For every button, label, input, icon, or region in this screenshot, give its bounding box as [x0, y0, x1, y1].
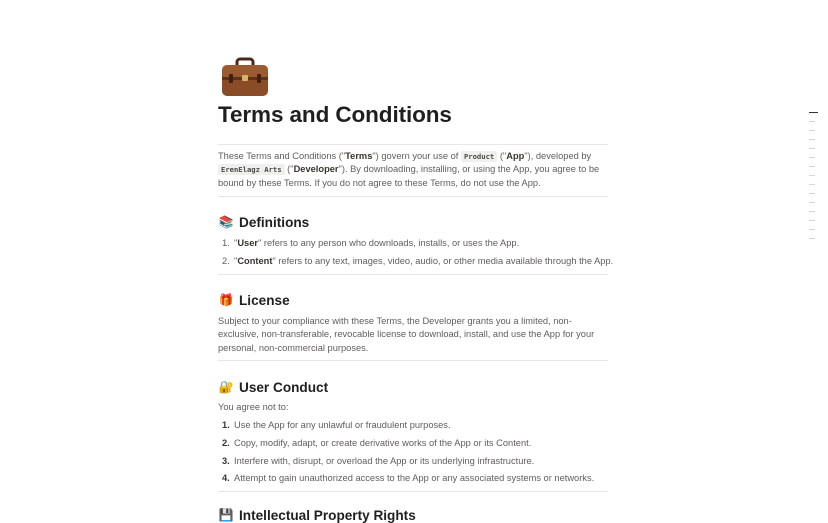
list-item: 2. "Content" refers to any text, images, video, audio, or other media available through the App.	[222, 255, 614, 266]
user-conduct-list	[218, 419, 608, 486]
toc-marker[interactable]	[809, 139, 815, 140]
user-conduct-heading: 🔐 User Conduct	[218, 380, 329, 395]
toc-marker[interactable]	[809, 121, 815, 122]
briefcase-icon	[220, 56, 270, 98]
toc-marker[interactable]	[809, 175, 815, 176]
gift-icon: 🎁	[218, 293, 234, 307]
license-paragraph: Subject to your compliance with these Terms, the Developer grants you a limited, non-exclusive, non-transferable, revocable license to download, install, and use the App for your personal, non-commercial purposes.	[218, 316, 595, 353]
product-code: Product	[461, 151, 497, 162]
lock-key-icon: 🔐	[218, 380, 234, 394]
list-item: 1. Use the App for any unlawful or fraudulent purposes.	[222, 420, 451, 430]
table-of-contents-indicator[interactable]	[809, 112, 818, 247]
books-icon: 📚	[218, 215, 234, 229]
list-item: 2. Copy, modify, adapt, or create derivative works of the App or its Content.	[222, 437, 532, 448]
toc-marker[interactable]	[809, 220, 815, 221]
toc-marker[interactable]	[809, 202, 815, 203]
intro-paragraph: These Terms and Conditions ("Terms") govern your use of Product ("App"), developed by ErenElagz Arts ("Developer"). By downloading, installing, or using the App, you agree to be bound by these Terms. If you do not agree to these Terms, do not use the App.	[218, 151, 600, 188]
terms-term: Terms	[345, 151, 373, 161]
user-conduct-lead: You agree not to:	[218, 402, 289, 412]
toc-marker[interactable]	[809, 229, 815, 230]
toc-marker[interactable]	[809, 184, 815, 185]
list-item: 4. Attempt to gain unauthorized access to the App or any associated systems or networks.	[222, 473, 595, 484]
toc-marker[interactable]	[809, 157, 815, 158]
intellectual-property-heading: 💾 Intellectual Property Rights	[218, 508, 416, 523]
definitions-heading: 📚 Definitions	[218, 215, 310, 230]
developer-code: ErenElagz Arts	[218, 164, 285, 175]
divider	[218, 196, 608, 197]
app-term: App	[506, 151, 525, 161]
list-item: 1. "User" refers to any person who downloads, installs, or uses the App.	[222, 238, 520, 248]
page-title: Terms and Conditions	[218, 102, 452, 127]
floppy-disk-icon: 💾	[218, 508, 234, 522]
toc-marker[interactable]	[809, 130, 815, 131]
toc-marker[interactable]	[809, 238, 815, 239]
divider	[218, 360, 608, 361]
divider	[218, 491, 608, 492]
license-heading: 🎁 License	[218, 293, 290, 308]
divider	[218, 274, 608, 275]
divider	[218, 144, 608, 145]
toc-marker[interactable]	[809, 211, 815, 212]
toc-marker-active[interactable]	[809, 112, 818, 113]
toc-marker[interactable]	[809, 193, 815, 194]
toc-marker[interactable]	[809, 166, 815, 167]
definitions-list	[218, 237, 614, 268]
developer-term: Developer	[293, 164, 339, 175]
list-item: 3. Interfere with, disrupt, or overload the App or its underlying infrastructure.	[222, 455, 535, 466]
toc-marker[interactable]	[809, 148, 815, 149]
